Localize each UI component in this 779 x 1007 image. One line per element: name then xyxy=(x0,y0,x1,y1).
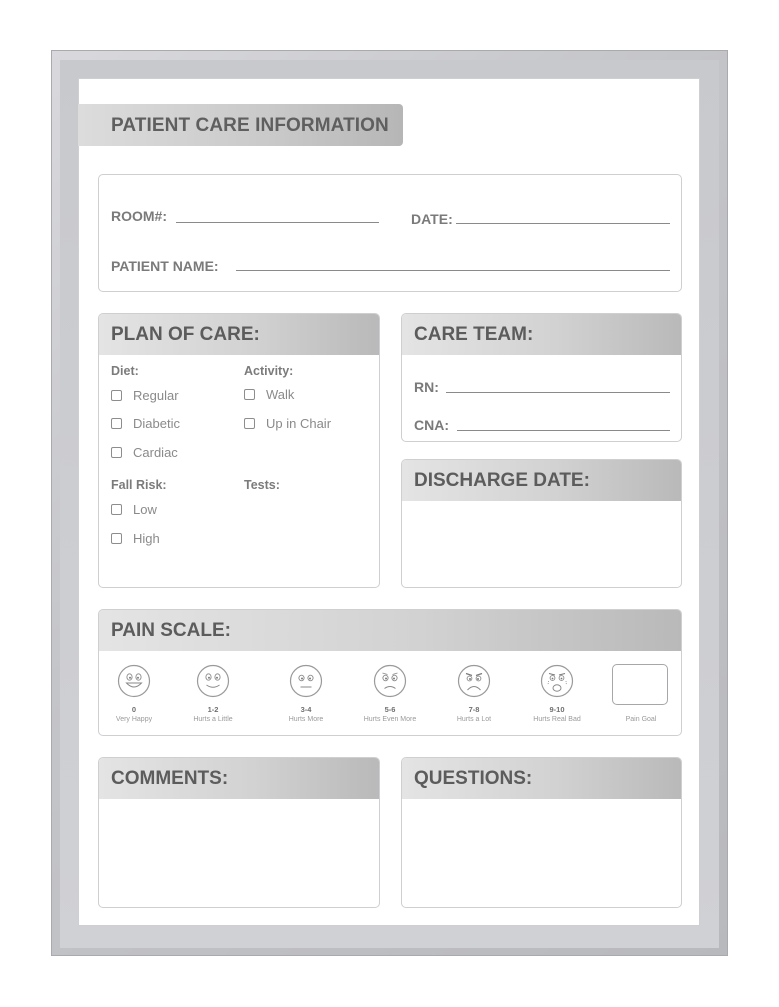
room-field[interactable] xyxy=(176,222,379,223)
date-field[interactable] xyxy=(456,223,670,224)
sad-face-icon xyxy=(457,664,491,698)
pain-value-1-2: 1-2 xyxy=(207,705,219,714)
pain-label-3-4: Hurts More xyxy=(288,716,324,723)
option-low: Low xyxy=(133,502,157,517)
checkbox-low[interactable] xyxy=(111,504,122,515)
option-up-in-chair: Up in Chair xyxy=(266,416,332,431)
checkbox-up-in-chair[interactable] xyxy=(244,418,255,429)
date-label: DATE: xyxy=(411,211,453,227)
checkbox-regular[interactable] xyxy=(111,390,122,401)
checkbox-high[interactable] xyxy=(111,533,122,544)
pain-label-1-2: Hurts a Little xyxy=(193,716,233,723)
comments-box[interactable] xyxy=(98,757,380,908)
cna-field[interactable] xyxy=(457,430,670,431)
rn-field[interactable] xyxy=(446,392,670,393)
discharge-date-header xyxy=(402,460,681,501)
discharge-date-box xyxy=(401,459,682,588)
patient-info-box xyxy=(98,174,682,292)
neutral-face-icon xyxy=(289,664,323,698)
pain-goal-box[interactable] xyxy=(612,664,668,705)
option-regular: Regular xyxy=(133,388,179,403)
tests-label: Tests: xyxy=(244,478,280,492)
pain-value-3-4: 3-4 xyxy=(300,705,312,714)
pain-label-0: Very Happy xyxy=(115,716,153,723)
pain-goal-label: Pain Goal xyxy=(625,716,657,723)
option-diabetic: Diabetic xyxy=(133,416,180,431)
pain-value-5-6: 5-6 xyxy=(384,705,396,714)
questions-header xyxy=(402,758,681,799)
questions-box[interactable] xyxy=(401,757,682,908)
pain-label-5-6: Hurts Even More xyxy=(363,716,417,723)
pain-value-7-8: 7-8 xyxy=(468,705,480,714)
checkbox-cardiac[interactable] xyxy=(111,447,122,458)
care-team-box xyxy=(401,313,682,442)
plan-of-care-box xyxy=(98,313,380,588)
care-team-title: CARE TEAM: xyxy=(414,324,534,345)
room-label: ROOM#: xyxy=(111,208,167,224)
care-team-header xyxy=(402,314,681,355)
pain-label-7-8: Hurts a Lot xyxy=(456,716,492,723)
plan-of-care-header xyxy=(99,314,379,355)
slightly-happy-face-icon xyxy=(196,664,230,698)
checkbox-walk[interactable] xyxy=(244,389,255,400)
title-banner xyxy=(78,104,403,146)
patient-name-label: PATIENT NAME: xyxy=(111,258,219,274)
pain-label-9-10: Hurts Real Bad xyxy=(533,716,581,723)
rn-label: RN: xyxy=(414,379,439,395)
pain-scale-header xyxy=(99,610,681,651)
crying-face-icon xyxy=(540,664,574,698)
pain-scale-title: PAIN SCALE: xyxy=(111,620,231,641)
plan-of-care-title: PLAN OF CARE: xyxy=(111,324,260,345)
very-happy-face-icon xyxy=(117,664,151,698)
comments-title: COMMENTS: xyxy=(111,768,229,789)
option-cardiac: Cardiac xyxy=(133,445,178,460)
pain-value-9-10: 9-10 xyxy=(549,705,565,714)
frown-face-icon xyxy=(373,664,407,698)
checkbox-diabetic[interactable] xyxy=(111,418,122,429)
option-high: High xyxy=(133,531,160,546)
patient-name-field[interactable] xyxy=(236,270,670,271)
cna-label: CNA: xyxy=(414,417,449,433)
activity-label: Activity: xyxy=(244,364,294,378)
discharge-date-title: DISCHARGE DATE: xyxy=(414,470,590,491)
page-title: PATIENT CARE INFORMATION xyxy=(111,115,389,136)
option-walk: Walk xyxy=(266,387,295,402)
diet-label: Diet: xyxy=(111,364,139,378)
fall-risk-label: Fall Risk: xyxy=(111,478,167,492)
pain-value-0: 0 xyxy=(131,705,137,714)
comments-header xyxy=(99,758,379,799)
questions-title: QUESTIONS: xyxy=(414,768,533,789)
